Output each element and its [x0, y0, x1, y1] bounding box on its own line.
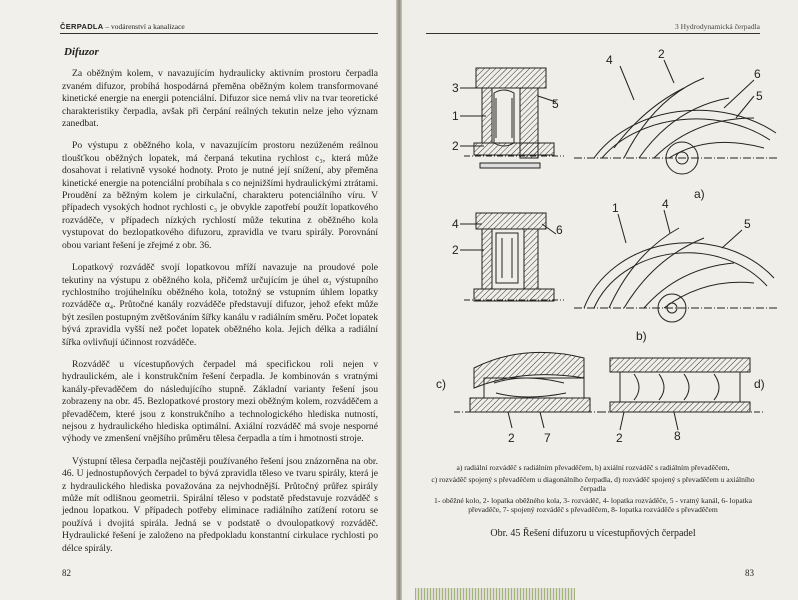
running-header-left [60, 22, 185, 31]
impeller-a [574, 60, 778, 174]
label-4-b-right: 4 [662, 197, 669, 211]
running-header-right: 3 Hydrodynamická čerpadla [675, 22, 760, 31]
label-6-a: 6 [754, 67, 761, 81]
section-b [460, 213, 564, 301]
subfig-b: b) [636, 329, 647, 343]
label-1-a: 1 [452, 109, 459, 123]
caption-line-3: 1- oběžné kolo, 2- lopatka oběžného kola, 3- rozváděč, 4- lopatka rozváděče, 5 - vratný kanál, 6- lopatka převaděče, 7- spojený rozváděč s převaděčem, 8- lopatka rozváděče s převaděčem [434, 495, 752, 515]
subfig-c: c) [436, 377, 446, 391]
label-5-a-right: 5 [756, 89, 763, 103]
label-5-a: 5 [552, 97, 559, 111]
paragraph-4: Rozváděč u vícestupňových čerpadel má specifickou roli nejen v hydraulickém, ale i konstrukčním řešení čerpadla. Je kombinován s vratnými kanály-převaděčem do následujícího stupně. Základní varianty řešení jsou zobrazeny na obr. 45. Bezlopatkové prostory mezi oběžným kolem, rozváděčem a převaděčem, které jsou z konstrukčního a technologického hlediska nutností, nejsou z hydraulického hlediska optimální. Axiální rozváděč má svoje nesporné výhody ve zmenšení vnějšího průměru tělesa čerpadla a tím i hmotnosti stroje. [62, 358, 378, 445]
label-5-b: 5 [744, 217, 751, 231]
paragraph-2: Po výstupu z oběžného kola, v navazujícím prostoru nezúženém reálnou tloušťkou oběžných lopatek, má čerpaná tekutina rychlost c₃, která může dosahovat i relativně vysoké hodnoty. Proto je nutné její snížení, aby přeměna kinetické energie na potenciální probíhala s co nejnižšími hydraulickými ztrátami. Proudění za běžným kolem je cirkulační, charakteru potenciálního víru. V případech vysokých hodnot rychlosti c₃ je obvykle zapotřebí použít lopatkového rozváděče, v případech nízkých rychlostí může tekutina z oběžného kola vystupovat do bezlopatkového difuzoru, zpravidla ve tvaru spirály. Porovnání obou variant řešení je zřejmé z obr. 36. [62, 140, 378, 251]
page-number-right: 83 [745, 568, 754, 578]
paragraph-5: Výstupní tělesa čerpadla nejčastěji používaného řešení jsou znázorněna na obr. 46. U jednostupňových čerpadel to bývá zpravidla těleso ve tvaru spirály, která je z hydraulického hlediska považována za nejvhodnější. Průtočný průřez spirály může mít odlišnou geometrii. Spirální těleso v podstatě představuje rozváděč s jednou lopatkou. V případech potřeby eliminace radiálního zatížení rotoru se používá i dvojitá spirála. Jedná se v podstatě o dvoulopatkový rozváděč. Hydraulické řešení je založeno na předpokladu konstantní cirkulace rychlosti po délce spirály. [62, 455, 378, 554]
label-2-c: 2 [508, 431, 515, 445]
header-bold: ČERPADLA [60, 22, 104, 31]
label-2-a: 2 [452, 139, 459, 153]
header-rest: – vodárenství a kanalizace [103, 22, 185, 31]
label-6-b: 6 [556, 223, 563, 237]
label-3-a: 3 [452, 81, 459, 95]
label-2-top: 2 [658, 47, 665, 61]
caption-line-2: c) rozváděč spojený s převaděčem u diagonálního čerpadla, d) rozváděč spojený s převaděčem u axiálního čerpadla [431, 474, 755, 494]
figure-title: Obr. 45 Řešení difuzoru u vícestupňových čerpadel [490, 528, 696, 539]
label-8-d: 8 [674, 429, 681, 443]
header-rule-left [60, 33, 378, 34]
figure-45-diffuser-drawing [424, 38, 778, 458]
section-title-difuzor: Difuzor [64, 46, 99, 58]
paragraph-1: Za oběžným kolem, v navazujícím hydraulicky aktivním prostoru čerpadla zvaném difuzor, probíhá hospodárná přeměna oběžným kolem transformované kinetické energie na energii potenciální. Difuzor sice nemá vliv na tvar teoretické charakteristiky čerpadla, avšak při čerpání reálných tekutin nelze jeho význam zanedbat. [62, 68, 378, 130]
label-2-b: 2 [452, 243, 459, 257]
label-7-c: 7 [544, 431, 551, 445]
caption-line-1: a) radiální rozváděč s radiálním převaděčem, b) axiální rozváděč s radiálním převaděčem, [456, 463, 730, 472]
subfig-a: a) [694, 187, 705, 201]
figure-caption [426, 463, 760, 517]
label-1-b: 1 [612, 201, 619, 215]
right-page [402, 0, 798, 600]
paragraph-3: Lopatkový rozváděč svojí lopatkovou mříží navazuje na proudové pole tekutiny na výstupu z oběžného kola, přičemž určujícím je úhel α₃ výstupního rychlostního trojúhelníku oběžného kola, totožný se vstupním úhlem lopatky rozváděče α₄. Průtočné kanály rozváděče představují difuzor, jehož efekt může být zesílen postupným zvětšováním šířky kanálu v radiálním směru. Počet lopatek bývá zpravidla vyšší než počet lopatek oběžného kola. Jejich délka a radiální šířka ovlivňují účinnost rozváděče. [62, 262, 378, 348]
section-d [600, 358, 764, 430]
left-page [0, 0, 396, 600]
left-body-text [62, 44, 378, 565]
edge-color-marks [415, 588, 575, 600]
header-rule-right [426, 33, 760, 34]
subfig-d: d) [754, 377, 765, 391]
label-4-a: 4 [606, 53, 613, 67]
section-c [454, 352, 600, 428]
label-2-d: 2 [616, 431, 623, 445]
page-number-left: 82 [62, 568, 71, 578]
label-4-b: 4 [452, 217, 459, 231]
section-a [460, 68, 564, 168]
